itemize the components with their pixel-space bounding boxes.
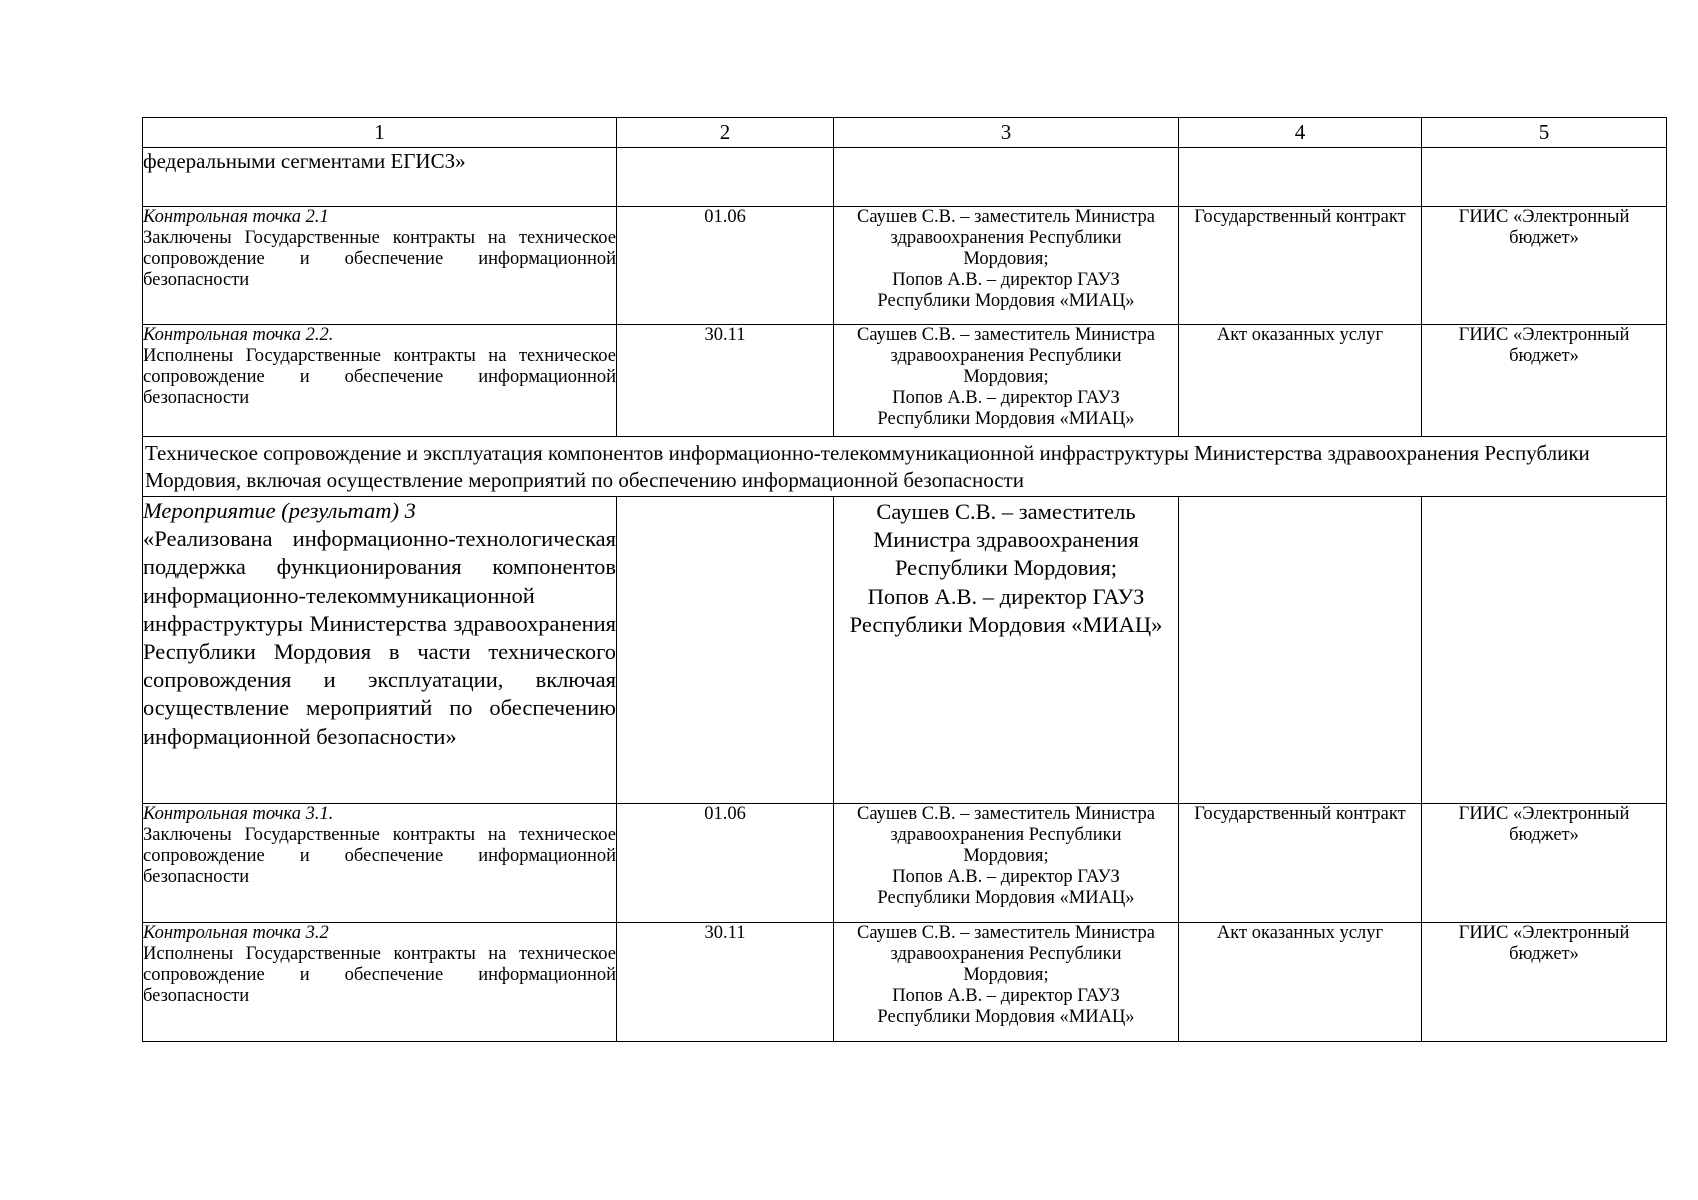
responsible-line: Саушев С.В. – заместитель Министра: [857, 325, 1155, 345]
responsible-line: Министра здравоохранения: [873, 527, 1139, 553]
information-system: ГИИС «Электронный бюджет»: [1422, 325, 1667, 437]
event-description: [143, 497, 617, 804]
continuation-row: [143, 148, 1667, 207]
section-row: [143, 437, 1667, 497]
empty-cell: [1179, 497, 1422, 804]
responsible-line: Саушев С.В. – заместитель: [876, 499, 1136, 524]
responsible-line: Попов А.В. – директор ГАУЗ: [892, 866, 1120, 887]
empty-cell: [1179, 148, 1422, 207]
checkpoint-description: [143, 325, 617, 437]
checkpoint-title: Контрольная точка 2.2.: [143, 325, 334, 345]
responsible-line: Попов А.В. – директор ГАУЗ: [892, 269, 1120, 290]
information-system: ГИИС «Электронный бюджет»: [1422, 804, 1667, 923]
checkpoint-description: [143, 804, 617, 923]
checkpoint-date: 30.11: [617, 325, 834, 437]
responsible-line: Республики Мордовия «МИАЦ»: [877, 887, 1135, 908]
responsible-line: Республики Мордовия;: [894, 555, 1118, 581]
responsible-line: Республики Мордовия «МИАЦ»: [877, 290, 1135, 311]
column-number: 2: [617, 118, 834, 148]
checkpoint-row: [143, 207, 1667, 325]
responsible-line: Попов А.В. – директор ГАУЗ: [867, 583, 1145, 609]
empty-cell: [1422, 497, 1667, 804]
checkpoint-date: 01.06: [617, 804, 834, 923]
document-type: Акт оказанных услуг: [1179, 923, 1422, 1042]
responsible-line: Саушев С.В. – заместитель Министра: [857, 207, 1155, 227]
responsible-line: здравоохранения Республики: [890, 345, 1122, 366]
responsible-line: Саушев С.В. – заместитель Министра: [857, 804, 1155, 824]
checkpoint-row: [143, 804, 1667, 923]
empty-cell: [834, 148, 1179, 207]
responsible-line: Саушев С.В. – заместитель Министра: [857, 923, 1155, 943]
responsible-line: Республики Мордовия «МИАЦ»: [877, 408, 1135, 429]
empty-cell: [1422, 148, 1667, 207]
column-number-header-row: [143, 118, 1667, 148]
responsible-cell: [834, 325, 1179, 437]
information-system: ГИИС «Электронный бюджет»: [1422, 207, 1667, 325]
checkpoint-row: [143, 325, 1667, 437]
responsible-line: Мордовия;: [963, 845, 1049, 866]
responsible-line: здравоохранения Республики: [890, 943, 1122, 964]
empty-cell: [617, 148, 834, 207]
responsible-line: Мордовия;: [963, 366, 1049, 387]
document-type: Государственный контракт: [1179, 207, 1422, 325]
section-heading: Техническое сопровождение и эксплуатация компонентов информационно-телекоммуникационной инфраструктуры Министерства здравоохранения Республики Мордовия, включая осуществление мероприятий по обеспечению информационной безопасности: [143, 437, 1667, 497]
plan-table: [142, 117, 1667, 1042]
responsible-line: здравоохранения Республики: [890, 824, 1122, 845]
checkpoint-text: Исполнены Государственные контракты на техническое сопровождение и обеспечение информационной безопасности: [143, 345, 616, 408]
checkpoint-title: Контрольная точка 2.1: [143, 207, 329, 227]
document-type: Государственный контракт: [1179, 804, 1422, 923]
checkpoint-date: 01.06: [617, 207, 834, 325]
event-row: [143, 497, 1667, 804]
information-system: ГИИС «Электронный бюджет»: [1422, 923, 1667, 1042]
event-title: Мероприятие (результат) 3: [143, 498, 416, 523]
responsible-line: Мордовия;: [963, 964, 1049, 985]
column-number: 5: [1422, 118, 1667, 148]
checkpoint-text: Заключены Государственные контракты на техническое сопровождение и обеспечение информационной безопасности: [143, 824, 616, 887]
continuation-text: федеральными сегментами ЕГИСЗ»: [143, 148, 617, 207]
responsible-cell: [834, 923, 1179, 1042]
responsible-cell: [834, 804, 1179, 923]
empty-cell: [617, 497, 834, 804]
responsible-line: Республики Мордовия «МИАЦ»: [877, 1006, 1135, 1027]
responsible-line: Попов А.В. – директор ГАУЗ: [892, 387, 1120, 408]
column-number: 3: [834, 118, 1179, 148]
responsible-line: Попов А.В. – директор ГАУЗ: [892, 985, 1120, 1006]
responsible-line: Мордовия;: [963, 248, 1049, 269]
responsible-cell: [834, 207, 1179, 325]
checkpoint-text: Исполнены Государственные контракты на техническое сопровождение и обеспечение информационной безопасности: [143, 943, 616, 1006]
checkpoint-description: [143, 923, 617, 1042]
checkpoint-description: [143, 207, 617, 325]
document-type: Акт оказанных услуг: [1179, 325, 1422, 437]
checkpoint-title: Контрольная точка 3.1.: [143, 804, 334, 824]
column-number: 4: [1179, 118, 1422, 148]
checkpoint-title: Контрольная точка 3.2: [143, 923, 329, 943]
checkpoint-text: Заключены Государственные контракты на техническое сопровождение и обеспечение информационной безопасности: [143, 227, 616, 290]
column-number: 1: [143, 118, 617, 148]
checkpoint-date: 30.11: [617, 923, 834, 1042]
event-text: «Реализована информационно-технологическая поддержка функционирования компонентов информационно-телекоммуникационной инфраструктуры Министерства здравоохранения Республики Мордовия в части технического сопровождения и эксплуатации, включая осуществление мероприятий по обеспечению информационной безопасности»: [143, 526, 616, 749]
responsible-line: Республики Мордовия «МИАЦ»: [849, 611, 1163, 637]
event-responsible: [834, 497, 1179, 804]
checkpoint-row: [143, 923, 1667, 1042]
responsible-line: здравоохранения Республики: [890, 227, 1122, 248]
